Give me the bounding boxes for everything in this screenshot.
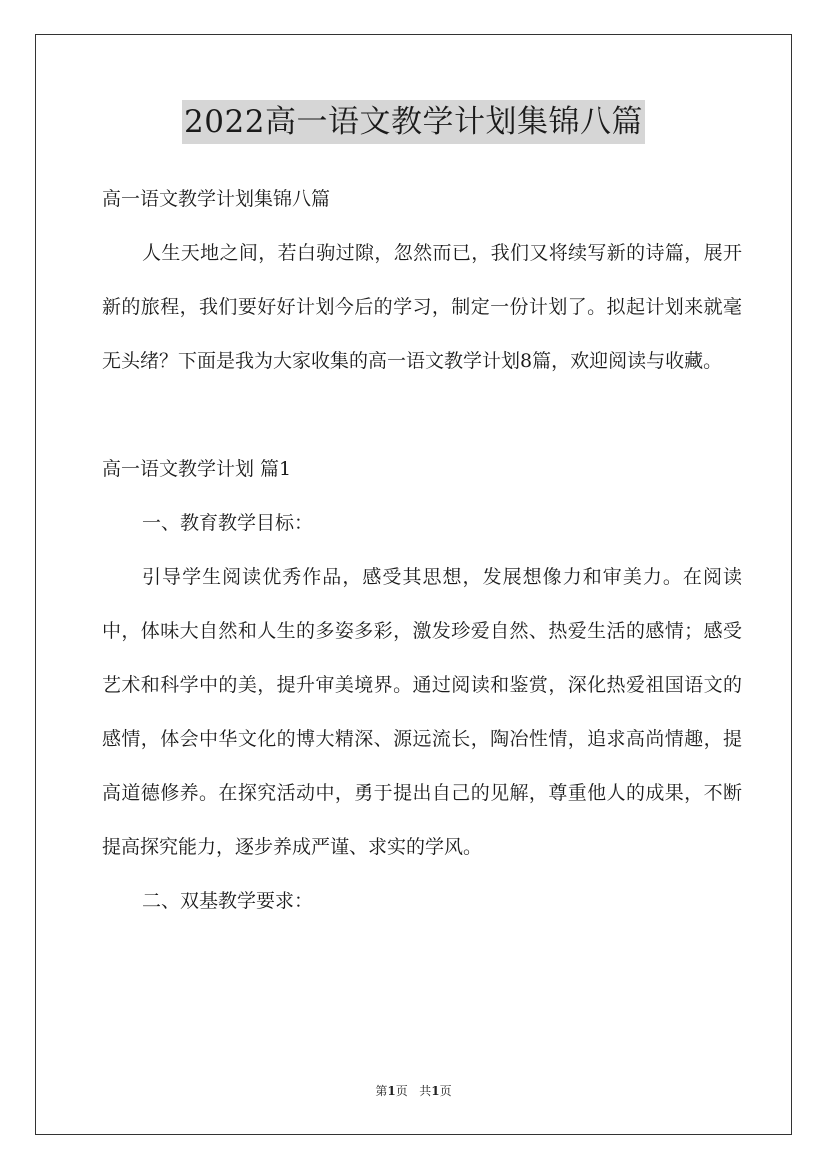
page-footer	[0, 1082, 827, 1099]
section-heading: 高一语文教学计划 篇1	[102, 458, 292, 480]
title-container	[0, 100, 827, 144]
document-body	[102, 172, 742, 928]
item1-heading: 一、教育教学目标：	[142, 512, 314, 534]
intro-paragraph: 人生天地之间，若白驹过隙，忽然而已，我们又将续写新的诗篇，展开新的旅程，我们要好好计划今后的学习，制定一份计划了。拟起计划来就毫无头绪？下面是我为大家收集的高一语文教学计划8篇，欢迎阅读与收藏。	[102, 242, 742, 372]
footer-middle: 页 共	[395, 1084, 432, 1098]
footer-total-pages: 1	[431, 1084, 440, 1098]
document-subtitle: 高一语文教学计划集锦八篇	[102, 188, 331, 210]
item2-heading: 二、双基教学要求：	[142, 890, 314, 912]
footer-page-number: 1	[387, 1084, 396, 1098]
item1-body: 引导学生阅读优秀作品，感受其思想，发展想像力和审美力。在阅读中，体味大自然和人生的多姿多彩，激发珍爱自然、热爱生活的感情；感受艺术和科学中的美，提升审美境界。通过阅读和鉴赏，深化热爱祖国语文的感情，体会中华文化的博大精深、源远流长，陶冶性情，追求高尚情趣，提高道德修养。在探究活动中，勇于提出自己的见解，尊重他人的成果，不断提高探究能力，逐步养成严谨、求实的学风。	[102, 566, 742, 858]
document-title: 2022高一语文教学计划集锦八篇	[182, 100, 645, 144]
footer-prefix: 第	[375, 1084, 388, 1098]
footer-suffix: 页	[439, 1084, 452, 1098]
